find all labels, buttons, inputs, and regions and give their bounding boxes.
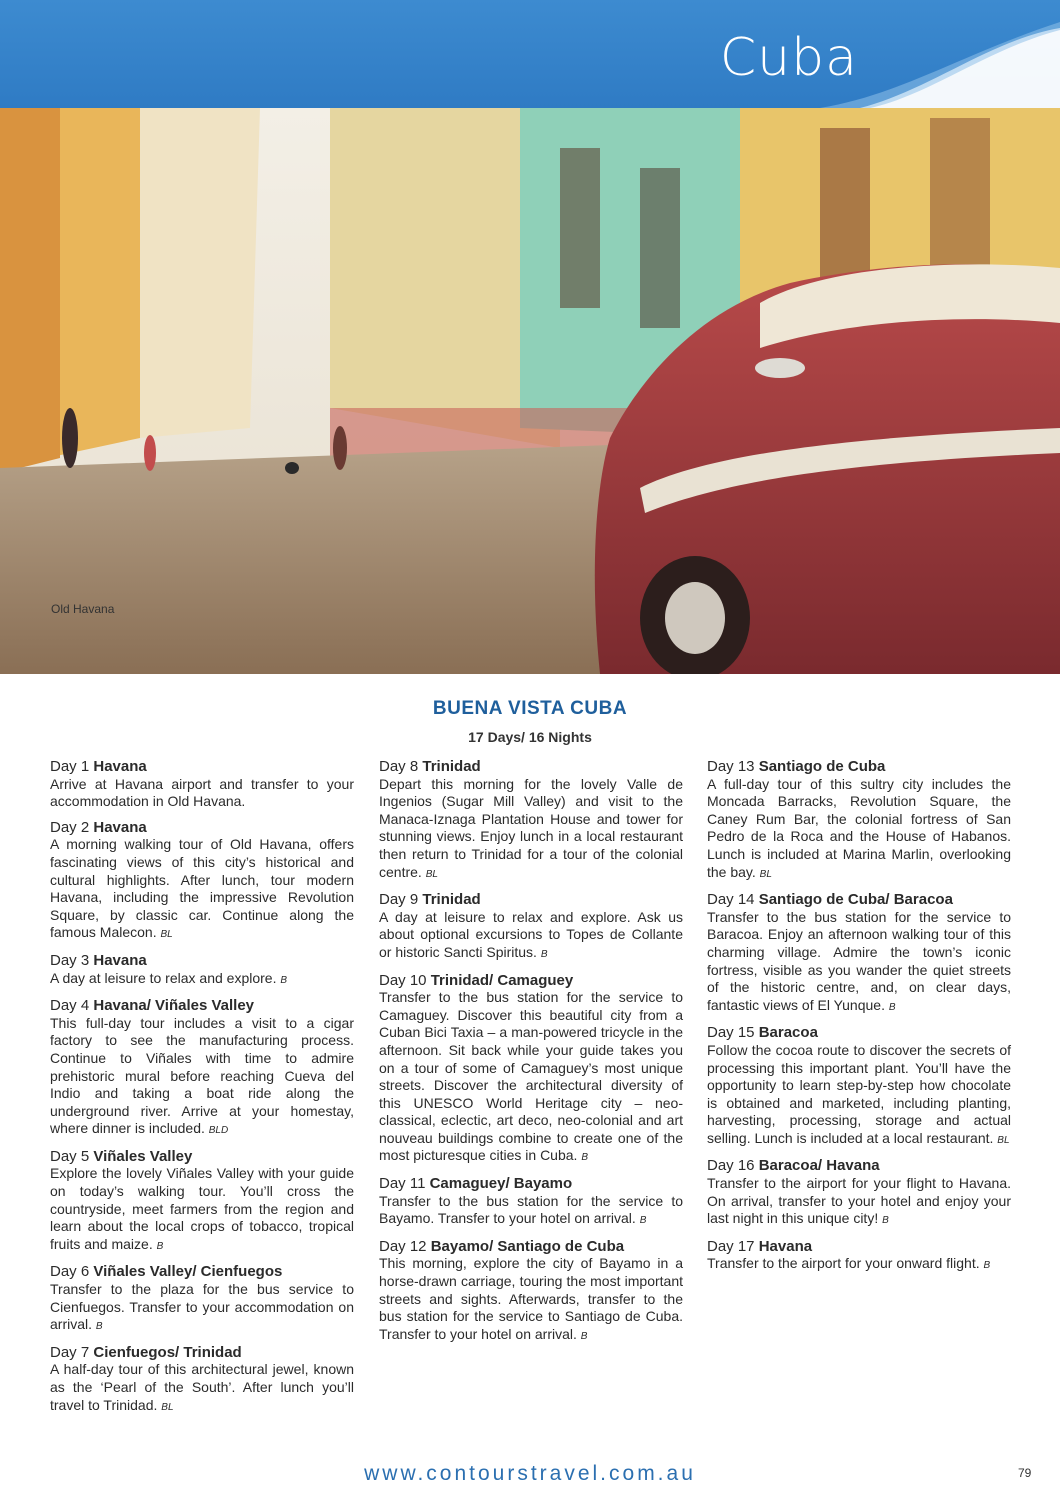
day-description xyxy=(707,909,1011,1017)
meals-code: B xyxy=(639,1215,647,1227)
day-place: Baracoa/ Havana xyxy=(758,1157,880,1175)
day-heading xyxy=(50,1263,354,1281)
day-heading xyxy=(707,1157,1011,1175)
day-description-text: Follow the cocoa route to discover the secrets of processing this important plant. You’ll have the opportunity to learn step-by-step how chocolate is obtained and marketed, including planting, harvesting, processing, storage and actual selling. Lunch is included at a local restaurant. xyxy=(707,1041,1011,1146)
day-place: Camaguey/ Bayamo xyxy=(429,1175,573,1193)
itinerary-day xyxy=(50,1148,354,1256)
day-place: Havana xyxy=(93,758,147,775)
day-description-text: Transfer to the bus station for the service to Baracoa. Enjoy an afternoon walking tour of this charming village. Admire the town’s iconic fortress, visible as you wander the quiet streets of the historic centre, and, on clear days, fantastic views of El Yunque. xyxy=(707,908,1011,1013)
day-place: Santiago de Cuba/ Baracoa xyxy=(758,891,953,909)
itinerary-day xyxy=(707,758,1011,883)
day-heading xyxy=(379,972,683,990)
day-description-text: Transfer to the plaza for the bus service to Cienfuegos. Transfer to your accommodation on arrival. xyxy=(50,1281,354,1333)
itinerary-day xyxy=(50,819,354,944)
day-description xyxy=(707,1255,1011,1275)
day-description-text: A morning walking tour of Old Havana, offers fascinating views of this city’s historical and cultural highlights. After lunch, tour modern Havana, including the impressive Revolution Square, by classic car. Continue along the famous Malecon. xyxy=(50,836,354,941)
hero-caption: Old Havana xyxy=(51,602,115,616)
day-place: Havana xyxy=(758,1237,813,1255)
itinerary-day xyxy=(379,891,683,963)
day-description-text: Transfer to the airport for your flight to Havana. On arrival, transfer to your hotel and enjoy your last night in this unique city! xyxy=(707,1175,1011,1227)
itinerary-day xyxy=(379,1238,683,1346)
day-description-text: This morning, explore the city of Bayamo in a horse-drawn carriage, touring the most important streets and sights. Afterwards, transfer to the bus station for the service to Santiago de Cuba. Transfer to your hotel on arrival. xyxy=(379,1255,683,1342)
day-description xyxy=(707,776,1011,884)
day-heading xyxy=(50,758,354,776)
day-heading xyxy=(707,758,1011,776)
itinerary-duration: 17 Days/ 16 Nights xyxy=(468,729,592,745)
day-number: Day 6 xyxy=(50,1263,90,1281)
day-description xyxy=(50,1361,354,1416)
day-place: Trinidad xyxy=(422,758,481,775)
day-description xyxy=(379,1193,683,1230)
itinerary-day xyxy=(379,972,683,1168)
itinerary-day xyxy=(707,1157,1011,1229)
day-heading xyxy=(379,1175,683,1193)
itinerary-day xyxy=(50,758,354,811)
day-heading xyxy=(707,1238,1011,1256)
day-number: Day 2 xyxy=(50,818,90,836)
day-heading xyxy=(50,1148,354,1166)
day-number: Day 7 xyxy=(50,1343,90,1361)
itinerary-day xyxy=(50,1344,354,1416)
itinerary-day xyxy=(50,952,354,989)
day-description xyxy=(50,776,354,811)
meals-code: B xyxy=(882,1215,889,1227)
meals-code: B xyxy=(983,1260,991,1272)
day-heading xyxy=(50,997,354,1015)
day-number: Day 15 xyxy=(707,1024,755,1042)
page-title: Cuba xyxy=(719,28,858,88)
day-number: Day 14 xyxy=(707,891,755,909)
day-heading xyxy=(707,891,1011,909)
day-description xyxy=(379,776,683,884)
day-place: Havana xyxy=(93,818,147,836)
itinerary-column-1 xyxy=(50,758,354,1424)
day-description-text: A day at leisure to relax and explore. Ask us about optional excursions to Topes de Collante or historic Sancti Spiritus. xyxy=(379,908,683,960)
day-place: Baracoa xyxy=(758,1024,818,1042)
day-description xyxy=(379,989,683,1167)
day-place: Havana/ Viñales Valley xyxy=(93,997,255,1015)
day-heading xyxy=(379,758,683,776)
day-heading xyxy=(379,1238,683,1256)
itinerary-day xyxy=(707,891,1011,1016)
day-description-text: A full-day tour of this sultry city includes the Moncada Barracks, Revolution Square, the Caney Rum Bar, the colonial fortress of San Pedro de la Roca and the House of Habanos. Lunch is included at Marina Marlin, overlooking the bay. xyxy=(707,775,1011,880)
day-place: Trinidad xyxy=(422,891,481,909)
day-description-text: Transfer to the bus station for the service to Camaguey. Discover this beautiful city from a Cuban Bici Taxia – a man-powered tricycle in the afternoon. Sit back while your guide takes you on a tour of some of Camaguey’s most unique streets. Discover the architectural diversity of this UNESCO World Heritage city – neo-classical, eclectic, art deco, neo-colonial and art nouveau buildings combine to create one of the most picturesque cities in Cuba. xyxy=(379,989,683,1164)
day-number: Day 8 xyxy=(379,758,419,775)
day-place: Trinidad/ Camaguey xyxy=(430,971,574,989)
day-description-text: Arrive at Havana airport and transfer to your accommodation in Old Havana. xyxy=(50,775,354,810)
day-description-text: Transfer to the bus station for the service to Bayamo. Transfer to your hotel on arrival. xyxy=(379,1192,683,1227)
day-description-text: Explore the lovely Viñales Valley with your guide on today’s walking tour. You’ll cross the countryside, meet farmers from the region and learn about the local crops of tobacco, tropical fruits and maize. xyxy=(50,1165,354,1252)
day-description xyxy=(707,1042,1011,1150)
itinerary-day xyxy=(707,1238,1011,1275)
day-place: Cienfuegos/ Trinidad xyxy=(93,1343,242,1361)
day-description xyxy=(50,836,354,944)
meals-code: B xyxy=(888,1001,896,1013)
day-place: Havana xyxy=(93,951,147,969)
day-number: Day 11 xyxy=(379,1175,426,1193)
itinerary-day xyxy=(379,758,683,883)
meals-code: B xyxy=(540,948,548,960)
header-wave-graphic xyxy=(0,0,1060,108)
day-place: Santiago de Cuba xyxy=(758,758,886,775)
day-description xyxy=(379,1255,683,1345)
meals-code: BL xyxy=(997,1134,1010,1146)
meals-code: B xyxy=(95,1321,103,1333)
day-description xyxy=(50,970,354,990)
meals-code: BLD xyxy=(208,1125,229,1137)
day-description-text: This full-day tour includes a visit to a cigar factory to see the manufacturing process. Continue to Viñales with time to admire prehistoric mural before reaching Cueva del Indio and taking a boat ride along the underground river. Arrive at your homestay, where dinner is included. xyxy=(50,1014,354,1137)
day-description xyxy=(707,1175,1011,1230)
itinerary-day xyxy=(50,1263,354,1335)
day-number: Day 12 xyxy=(379,1237,427,1255)
meals-code: B xyxy=(280,974,288,986)
itinerary-day xyxy=(50,997,354,1140)
footer-website-url[interactable]: www.contourstravel.com.au xyxy=(364,1462,696,1485)
header-band xyxy=(0,0,1060,108)
day-description xyxy=(50,1281,354,1336)
day-number: Day 3 xyxy=(50,951,90,969)
day-description xyxy=(50,1015,354,1140)
itinerary-column-2 xyxy=(379,758,683,1353)
day-heading xyxy=(707,1024,1011,1042)
day-description-text: A half-day tour of this architectural jewel, known as the ‘Pearl of the South’. After lunch you’ll travel to Trinidad. xyxy=(50,1361,354,1413)
day-number: Day 1 xyxy=(50,758,90,775)
page-number: 79 xyxy=(1018,1466,1032,1480)
day-description-text: Transfer to the airport for your onward flight. xyxy=(707,1255,980,1272)
day-number: Day 16 xyxy=(707,1157,755,1175)
meals-code: B xyxy=(581,1152,588,1164)
itinerary-title: BUENA VISTA CUBA xyxy=(432,698,628,719)
day-description-text: A day at leisure to relax and explore. xyxy=(50,969,277,986)
day-number: Day 13 xyxy=(707,758,755,775)
meals-code: B xyxy=(156,1240,164,1252)
day-heading xyxy=(50,819,354,837)
day-number: Day 17 xyxy=(707,1237,755,1255)
day-number: Day 10 xyxy=(379,971,427,989)
hero-image xyxy=(0,108,1060,674)
day-number: Day 4 xyxy=(50,997,90,1015)
day-heading xyxy=(50,1344,354,1362)
itinerary-day xyxy=(707,1024,1011,1149)
meals-code: BL xyxy=(759,868,772,880)
day-heading xyxy=(379,891,683,909)
itinerary-column-3 xyxy=(707,758,1011,1283)
day-number: Day 9 xyxy=(379,891,419,909)
meals-code: BL xyxy=(160,929,173,941)
day-description xyxy=(50,1165,354,1255)
day-number: Day 5 xyxy=(50,1147,90,1165)
day-description-text: Depart this morning for the lovely Valle de Ingenios (Sugar Mill Valley) and visit to the Manaca-Iznaga Plantation House and tower for stunning views. Enjoy lunch in a local restaurant then return to Trinidad for a tour of the colonial centre. xyxy=(379,775,683,880)
meals-code: B xyxy=(580,1330,588,1342)
day-place: Bayamo/ Santiago de Cuba xyxy=(430,1237,625,1255)
day-place: Viñales Valley xyxy=(93,1147,193,1165)
day-heading xyxy=(50,952,354,970)
meals-code: BL xyxy=(425,868,438,880)
day-description xyxy=(379,909,683,964)
itinerary-day xyxy=(379,1175,683,1230)
meals-code: BL xyxy=(161,1401,174,1413)
day-place: Viñales Valley/ Cienfuegos xyxy=(93,1263,283,1281)
